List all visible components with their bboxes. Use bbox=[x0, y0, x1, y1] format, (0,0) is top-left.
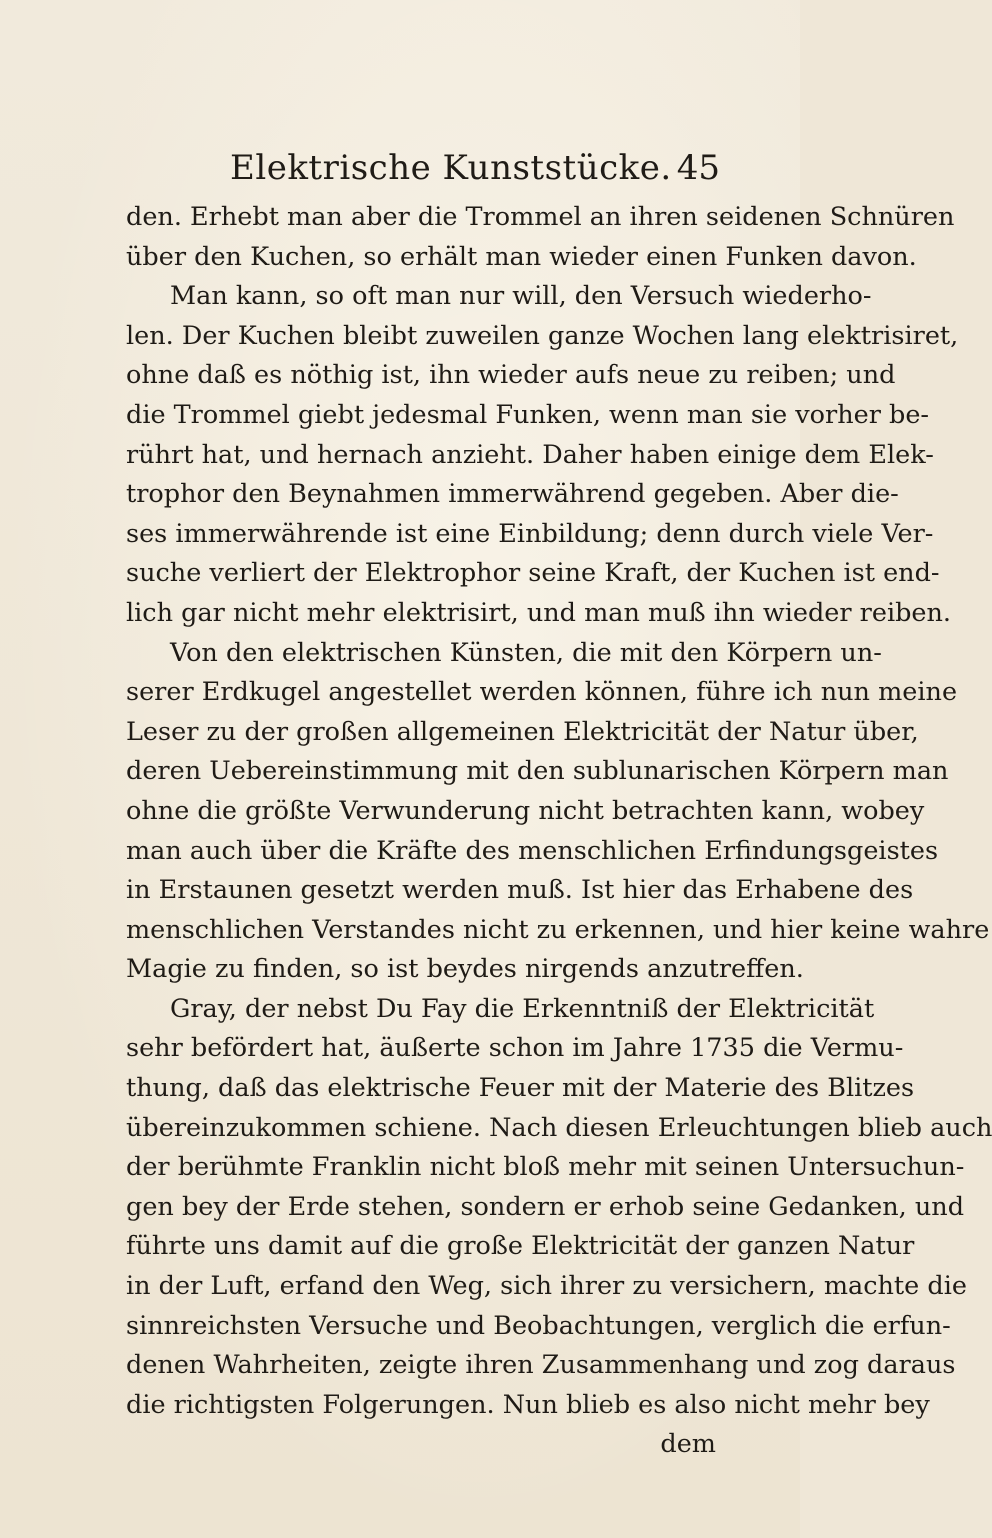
text-line: Leser zu der großen allgemeinen Elektricität der Natur über, bbox=[126, 716, 919, 747]
text-line: len. Der Kuchen bleibt zuweilen ganze Wochen lang elektrisiret, bbox=[126, 320, 959, 351]
text-line: gen bey der Erde stehen, sondern er erhob seine Gedanken, und bbox=[126, 1191, 965, 1222]
text-line: in der Luft, erfand den Weg, sich ihrer zu versichern, machte die bbox=[126, 1271, 967, 1302]
body-text bbox=[126, 198, 992, 1465]
page-header bbox=[160, 148, 720, 198]
text-line: denen Wahrheiten, zeigte ihren Zusammenhang und zog daraus bbox=[126, 1350, 956, 1381]
text-line: Magie zu finden, so ist beydes nirgends anzutreffen. bbox=[126, 954, 804, 985]
text-line: über den Kuchen, so erhält man wieder einen Funken davon. bbox=[126, 241, 917, 272]
text-line: den. Erhebt man aber die Trommel an ihren seidenen Schnüren bbox=[126, 202, 955, 232]
running-title: Elektrische Kunststücke. bbox=[230, 148, 672, 188]
text-line: serer Erdkugel angestellet werden können, führe ich nun meine bbox=[126, 677, 958, 708]
text-line: menschlichen Verstandes nicht zu erkennen, und hier keine wahre bbox=[126, 914, 990, 945]
text-line: sinnreichsten Versuche und Beobachtungen, verglich die erfun- bbox=[126, 1310, 951, 1341]
text-line: ohne die größte Verwunderung nicht betrachten kann, wobey bbox=[126, 795, 925, 826]
text-line: sehr befördert hat, äußerte schon im Jahre 1735 die Vermu- bbox=[126, 1033, 904, 1064]
text-line: der berühmte Franklin nicht bloß mehr mit seinen Untersuchun- bbox=[126, 1152, 965, 1183]
text-line: Man kann, so oft man nur will, den Versuch wiederho- bbox=[170, 281, 872, 312]
text-line: ohne daß es nöthig ist, ihn wieder aufs neue zu reiben; und bbox=[126, 360, 896, 391]
text-line: trophor den Beynahmen immerwährend gegeben. Aber die- bbox=[126, 479, 899, 510]
text-line: in Erstaunen gesetzt werden muß. Ist hier das Erhabene des bbox=[126, 875, 914, 906]
text-line: übereinzukommen schiene. Nach diesen Erleuchtungen blieb auch bbox=[126, 1112, 992, 1143]
text-line: die Trommel giebt jedesmal Funken, wenn man sie vorher be- bbox=[126, 399, 930, 430]
text-line: ses immerwährende ist eine Einbildung; denn durch viele Ver- bbox=[126, 518, 934, 549]
text-line: deren Uebereinstimmung mit den sublunarischen Körpern man bbox=[126, 756, 949, 787]
text-line: man auch über die Kräfte des menschlichen Erfindungsgeistes bbox=[126, 835, 939, 866]
text-line: die richtigsten Folgerungen. Nun blieb es also nicht mehr bey bbox=[126, 1389, 930, 1420]
text-line: suche verliert der Elektrophor seine Kraft, der Kuchen ist end- bbox=[126, 558, 940, 589]
page-number: 45 bbox=[676, 148, 720, 188]
catchword: dem bbox=[660, 1429, 716, 1460]
text-line: lich gar nicht mehr elektrisirt, und man muß ihn wieder reiben. bbox=[126, 597, 952, 628]
text-line: führte uns damit auf die große Elektricität der ganzen Natur bbox=[126, 1231, 915, 1262]
text-line: Von den elektrischen Künsten, die mit den Körpern un- bbox=[170, 637, 882, 668]
text-line: rührt hat, und hernach anzieht. Daher haben einige dem Elek- bbox=[126, 439, 934, 470]
text-line: Gray, der nebst Du Fay die Erkenntniß der Elektricität bbox=[170, 993, 875, 1024]
text-line: thung, daß das elektrische Feuer mit der Materie des Blitzes bbox=[126, 1073, 915, 1104]
